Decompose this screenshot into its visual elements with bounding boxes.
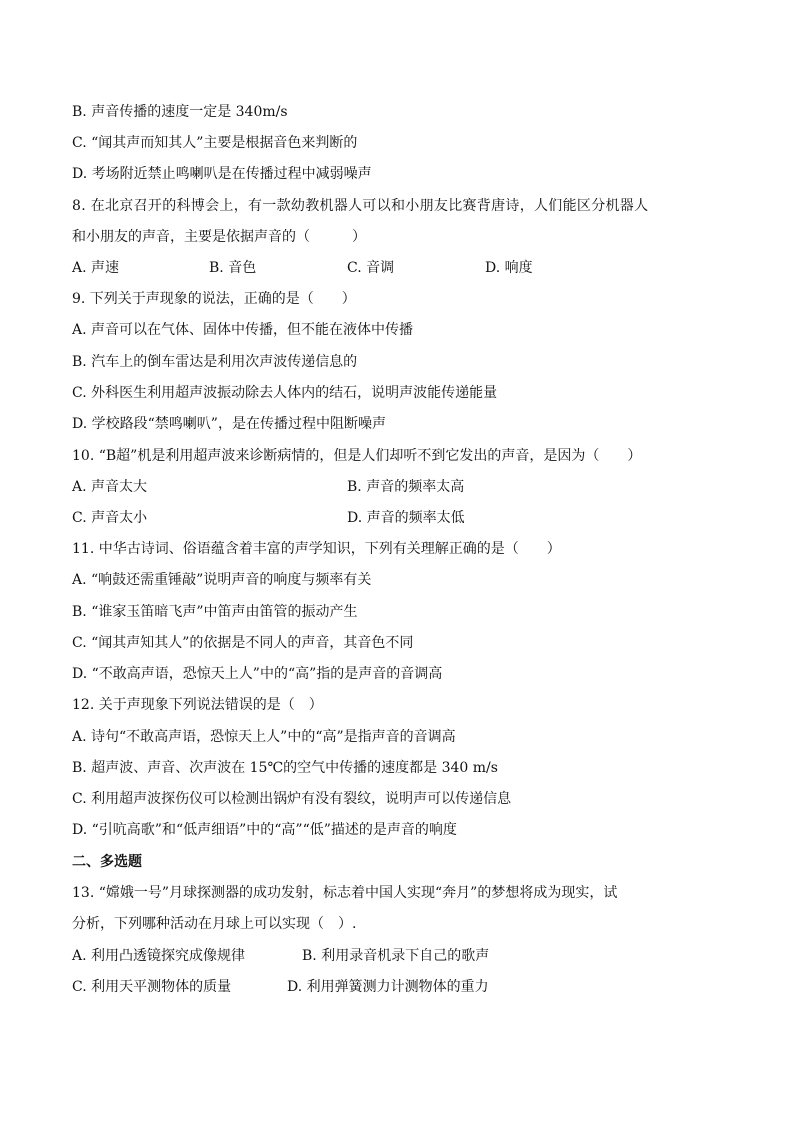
q7-option-b: B. 声音传播的速度一定是 340m/s bbox=[72, 104, 288, 120]
q11-option-c: C. “闻其声知其人”的依据是不同人的声音，其音色不同 bbox=[72, 635, 414, 651]
q10-option-a: A. 声音太大 bbox=[72, 479, 148, 495]
q13-option-d: D. 利用弹簧测力计测物体的重力 bbox=[287, 979, 489, 995]
q8-option-d: D. 响度 bbox=[485, 260, 533, 276]
q12-option-a: A. 诗句“不敢高声语，恐惊天上人”中的“高”是指声音的音调高 bbox=[72, 729, 456, 745]
q12-stem: 12. 关于声现象下列说法错误的是（ ） bbox=[72, 697, 323, 713]
q8-option-a: A. 声速 bbox=[72, 260, 120, 276]
q12-option-d: D. “引吭高歌”和“低声细语”中的“高”“低”描述的是声音的响度 bbox=[72, 822, 457, 838]
q7-option-d: D. 考场附近禁止鸣喇叭是在传播过程中减弱噪声 bbox=[72, 166, 372, 182]
q13-stem-line1: 13. “嫦娥一号”月球探测器的成功发射，标志着中国人实现“奔月”的梦想将成为现实，试 bbox=[72, 885, 618, 901]
q9-option-a: A. 声音可以在气体、固体中传播，但不能在液体中传播 bbox=[72, 322, 414, 338]
q11-option-b: B. “谁家玉笛暗飞声”中笛声由笛管的振动产生 bbox=[72, 604, 358, 620]
q8-stem-line2: 和小朋友的声音，主要是依据声音的（ ） bbox=[72, 229, 366, 245]
q10-option-b: B. 声音的频率太高 bbox=[347, 479, 465, 495]
q9-option-b: B. 汽车上的倒车雷达是利用次声波传递信息的 bbox=[72, 354, 358, 370]
q12-option-b: B. 超声波、声音、次声波在 15℃的空气中传播的速度都是 340 m/s bbox=[72, 760, 498, 776]
section-title: 二、多选题 bbox=[72, 854, 142, 870]
q9-option-d: D. 学校路段“禁鸣喇叭”，是在传播过程中阻断噪声 bbox=[72, 416, 386, 432]
q13-option-c: C. 利用天平测物体的质量 bbox=[72, 979, 232, 995]
q8-option-b: B. 音色 bbox=[209, 260, 257, 276]
q8-stem-line1: 8. 在北京召开的科博会上，有一款幼教机器人可以和小朋友比赛背唐诗，人们能区分机器人 bbox=[72, 198, 649, 214]
q9-stem: 9. 下列关于声现象的说法，正确的是（ ） bbox=[72, 291, 356, 307]
q9-option-c: C. 外科医生利用超声波振动除去人体内的结石，说明声波能传递能量 bbox=[72, 385, 498, 401]
q10-option-c: C. 声音太小 bbox=[72, 510, 148, 526]
q13-option-b: B. 利用录音机录下自己的歌声 bbox=[302, 948, 490, 964]
q11-stem: 11. 中华古诗词、俗语蕴含着丰富的声学知识，下列有关理解正确的是（ ） bbox=[72, 541, 561, 557]
q7-option-c: C. “闻其声而知其人”主要是根据音色来判断的 bbox=[72, 135, 358, 151]
q11-option-a: A. “响鼓还需重锤敲”说明声音的响度与频率有关 bbox=[72, 572, 372, 588]
q12-option-c: C. 利用超声波探伤仪可以检测出锅炉有没有裂纹，说明声可以传递信息 bbox=[72, 791, 512, 807]
q13-option-a: A. 利用凸透镜探究成像规律 bbox=[72, 948, 246, 964]
q11-option-d: D. “不敢高声语，恐惊天上人”中的“高”指的是声音的音调高 bbox=[72, 666, 443, 682]
q10-stem: 10. “B超”机是利用超声波来诊断病情的，但是人们却听不到它发出的声音，是因为（ ） bbox=[72, 448, 642, 464]
q8-option-c: C. 音调 bbox=[347, 260, 395, 276]
q13-stem-line2: 分析，下列哪种活动在月球上可以实现（ ）. bbox=[72, 916, 357, 932]
q10-option-d: D. 声音的频率太低 bbox=[347, 510, 465, 526]
